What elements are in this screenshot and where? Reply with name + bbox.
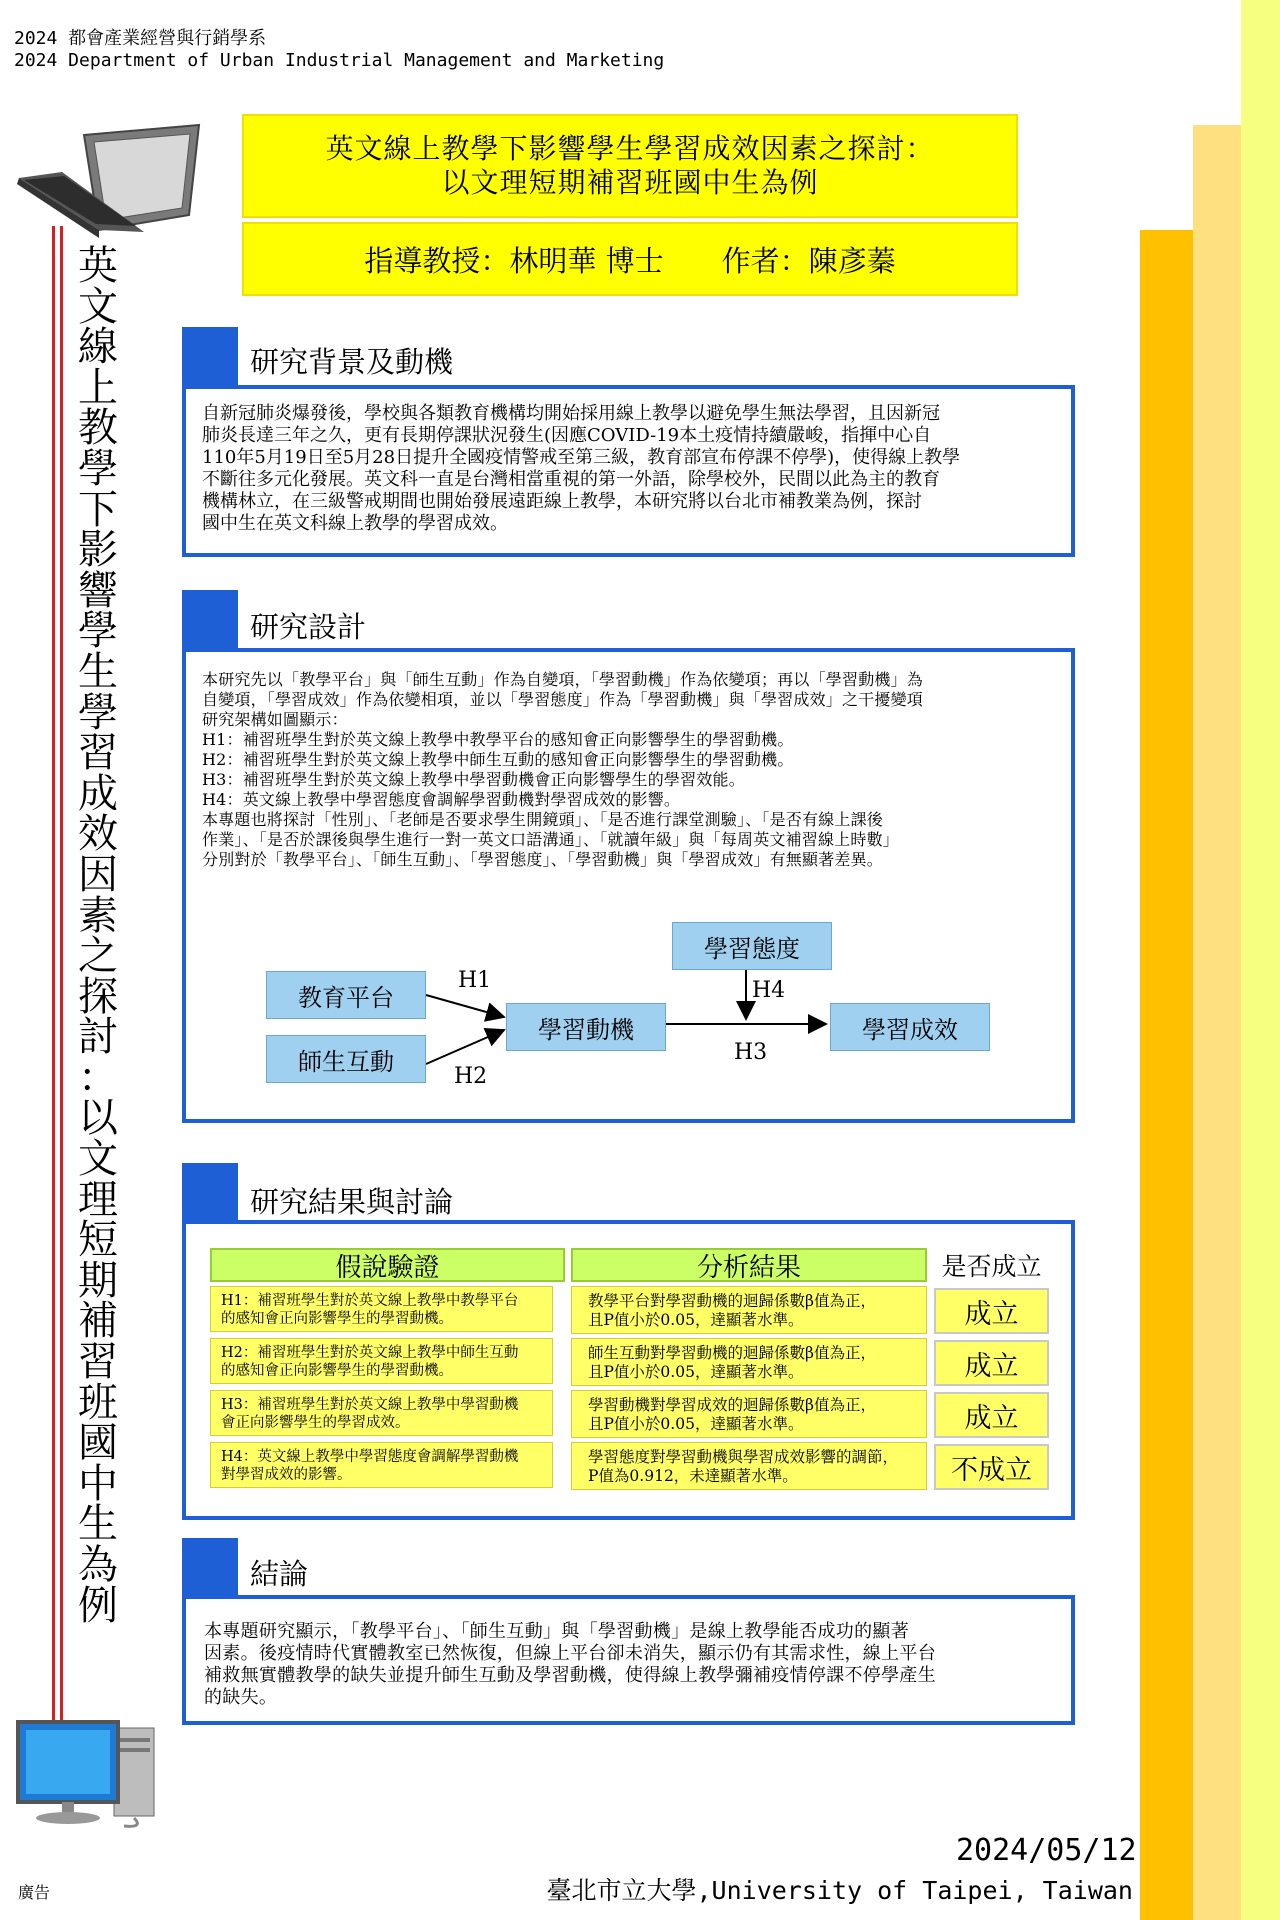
vertical-title-char: 之 [78,933,118,980]
vertical-title-char: 教 [78,405,118,452]
vertical-title-char: 英 [78,243,118,289]
node-motivation: 學習動機 [506,1003,666,1051]
section-heading-results: 研究結果與討論 [250,1185,454,1219]
cell-line: 對學習成效的影響。 [221,1467,352,1483]
vertical-title-char: 學 [78,689,118,736]
decor-stripe-light [1193,125,1241,1920]
cell-line: P值為0.912，未達顯著水準。 [588,1467,798,1485]
design-line: 本研究先以「教學平台」與「師生互動」作為自變項，「學習動機」作為依變項；再以「學習動機」為 [202,670,924,689]
cell-line: 師生互動對學習動機的迴歸係數β值為正， [588,1344,876,1362]
table-header-hypothesis: 假說驗證 [210,1248,565,1282]
vertical-title-char: 例 [78,1582,118,1629]
cell-line: H4：英文線上教學中學習態度會調解學習動機 [221,1449,519,1465]
cell-line: H1：補習班學生對於英文線上教學中教學平台 [221,1293,519,1309]
vertical-title-char: 補 [78,1298,118,1345]
decor-stripe-pale [1241,0,1280,1920]
advisor-author-box [242,222,1018,296]
section-box-conclusion [182,1595,1075,1725]
label-h3: H3 [734,1040,768,1065]
vertical-title-char: 素 [78,892,118,939]
table-cell-verdict: 成立 [934,1340,1049,1386]
label-h1: H1 [458,968,492,993]
vertical-title-char: 文 [78,1136,118,1183]
research-framework-diagram [186,652,1079,1127]
vertical-title-char: 以 [78,1095,118,1142]
vertical-title-char: 習 [78,730,118,777]
node-attitude: 學習態度 [672,922,832,970]
section-marker-design [182,590,238,648]
label-h2: H2 [454,1064,488,1089]
desktop-computer-icon [14,1718,164,1828]
vertical-title-char: 期 [78,1257,118,1304]
conclusion-line: 因素。後疫情時代實體教室已然恢復，但線上平台卻未消失，顯示仍有其需求性，線上平台 [204,1643,936,1664]
table-cell-analysis [571,1286,927,1334]
section-heading-design: 研究設計 [250,610,367,644]
vertical-title-char: 討 [78,1014,118,1061]
advisor-author-text: 指導教授：林明華 博士 作者：陳彥蓁 [364,243,896,278]
cell-line: 且P值小於0.05，達顯著水準。 [588,1363,804,1381]
background-paragraph [202,403,960,535]
section-marker-results [182,1163,238,1221]
vertical-title-char: 上 [78,364,118,411]
cell-line: 的感知會正向影響學生的學習動機。 [221,1363,453,1379]
vertical-title-char: 中 [78,1460,118,1507]
section-heading-conclusion: 結論 [250,1557,309,1591]
background-line: 肺炎長達三年之久，更有長期停課狀況發生(因應COVID-19本土疫情持續嚴峻，指揮中心自 [202,425,932,446]
vertical-title-char: 響 [78,567,118,614]
section-marker-background [182,327,238,385]
cell-line: 的感知會正向影響學生的學習動機。 [221,1311,453,1327]
table-cell-verdict: 成立 [934,1288,1049,1334]
vertical-title-char: ： [78,1054,118,1101]
vertical-title-char: 生 [78,648,118,695]
ad-label: 廣告 [18,1883,51,1902]
footer-university: 臺北市立大學,University of Taipei, Taiwan [546,1876,1133,1905]
section-marker-conclusion [182,1538,238,1596]
conclusion-line: 本專題研究顯示，「教學平台」、「師生互動」與「學習動機」是線上教學能否成功的顯著 [204,1621,909,1642]
design-line: 本專題也將探討「性別」、「老師是否要求學生開鏡頭」、「是否進行課堂測驗」、「是否有線上課後 [202,810,884,829]
cell-line: H2：補習班學生對於英文線上教學中師生互動 [221,1345,519,1361]
vertical-title-char: 國 [78,1420,118,1467]
title-box [242,114,1018,218]
header-department-chinese: 2024 都會產業經營與行銷學系 [14,28,267,49]
decor-red-line-right [60,226,63,1726]
background-line: 不斷往多元化發展。英文科一直是台灣相當重視的第一外語，除學校外，民間以此為主的教育 [202,469,940,490]
background-line: 國中生在英文科線上教學的學習成效。 [202,513,508,534]
table-cell-hypothesis [210,1286,553,1332]
cell-line: 學習態度對學習動機與學習成效影響的調節， [588,1448,899,1466]
vertical-title-char: 理 [78,1176,118,1223]
background-line: 機構林立，在三級警戒期間也開始發展遠距線上教學，本研究將以台北市補教業為例，探討 [202,491,922,512]
label-h4: H4 [752,978,786,1003]
decor-red-line-left [52,226,55,1726]
design-line: 研究架構如圖顯示： [202,710,348,729]
title-line-2: 以文理短期補習班國中生為例 [441,166,819,199]
cell-line: H3：補習班學生對於英文線上教學中學習動機 [221,1397,519,1413]
design-line: H4：英文線上教學中學習態度會調解學習動機對學習成效的影響。 [202,790,681,809]
vertical-title-char: 班 [78,1379,118,1426]
cell-line: 且P值小於0.05，達顯著水準。 [588,1415,804,1433]
vertical-title [76,243,120,1629]
cell-line: 教學平台對學習動機的迴歸係數β值為正， [588,1292,876,1310]
design-line: 分別對於「教學平台」、「師生互動」、「學習態度」、「學習動機」與「學習成效」有無顯著差異。 [202,850,884,869]
design-line: H1：補習班學生對於英文線上教學中教學平台的感知會正向影響學生的學習動機。 [202,730,794,749]
vertical-title-char: 效 [78,811,118,858]
design-line: H3：補習班學生對於英文線上教學中學習動機會正向影響學生的學習效能。 [202,770,745,789]
vertical-title-char: 成 [78,770,118,817]
arrow-h2 [426,1030,504,1064]
decor-stripe-orange [1140,230,1193,1920]
cell-line: 會正向影響學生的學習成效。 [221,1415,410,1431]
vertical-title-char: 生 [78,1501,118,1548]
table-cell-analysis [571,1338,927,1386]
vertical-title-char: 下 [78,486,118,533]
laptop-icon [14,120,204,245]
vertical-title-char: 為 [78,1542,118,1588]
vertical-title-char: 短 [78,1217,118,1264]
design-line: 自變項，「學習成效」作為依變相項，並以「學習態度」作為「學習動機」與「學習成效」之干擾變項 [202,690,924,709]
title-line-1: 英文線上教學下影響學生學習成效因素之探討： [325,132,935,165]
section-box-design [182,648,1075,1123]
cell-line: 學習動機對學習成效的迴歸係數β值為正， [588,1396,876,1414]
cell-line: 且P值小於0.05，達顯著水準。 [588,1311,804,1329]
table-header-analysis: 分析結果 [571,1248,927,1282]
table-header-verdict: 是否成立 [941,1252,1042,1281]
section-box-results [182,1220,1075,1520]
footer-date: 2024/05/12 [956,1833,1137,1868]
vertical-title-char: 影 [78,527,118,574]
table-cell-verdict: 不成立 [934,1444,1049,1490]
table-cell-analysis [571,1442,927,1490]
vertical-title-char: 習 [78,1339,118,1386]
node-interaction: 師生互動 [266,1035,426,1083]
node-platform: 教育平台 [266,971,426,1019]
vertical-title-char: 因 [78,851,118,898]
header-department-english: 2024 Department of Urban Industrial Management and Marketing [14,50,665,71]
vertical-title-char: 探 [78,973,118,1020]
vertical-title-char: 文 [78,283,118,330]
section-heading-background: 研究背景及動機 [250,345,454,379]
vertical-title-char: 線 [78,324,118,371]
table-cell-hypothesis [210,1442,553,1488]
conclusion-paragraph [204,1621,936,1709]
design-line: H2：補習班學生對於英文線上教學中師生互動的感知會正向影響學生的學習動機。 [202,750,794,769]
node-outcome: 學習成效 [830,1003,990,1051]
vertical-title-char: 學 [78,445,118,492]
table-cell-verdict: 成立 [934,1392,1049,1438]
arrow-h1 [426,995,504,1017]
vertical-title-char: 學 [78,608,118,655]
design-line: 作業」、「是否於課後與學生進行一對一英文口語溝通」、「就讀年級」與「每周英文補習線上時數」 [202,830,900,849]
table-cell-hypothesis [210,1390,553,1436]
section-box-background [182,385,1075,557]
table-cell-hypothesis [210,1338,553,1384]
background-line: 110年5月19日至5月28日提升全國疫情警戒至第三級，教育部宣布停課不停學)，使得線上教學 [202,447,961,468]
background-line: 自新冠肺炎爆發後，學校與各類教育機構均開始採用線上教學以避免學生無法學習，且因新冠 [202,403,940,424]
conclusion-line: 補救無實體教學的缺失並提升師生互動及學習動機，使得線上教學彌補疫情停課不停學產生 [204,1665,936,1686]
table-cell-analysis [571,1390,927,1438]
conclusion-line: 的缺失。 [204,1687,278,1708]
